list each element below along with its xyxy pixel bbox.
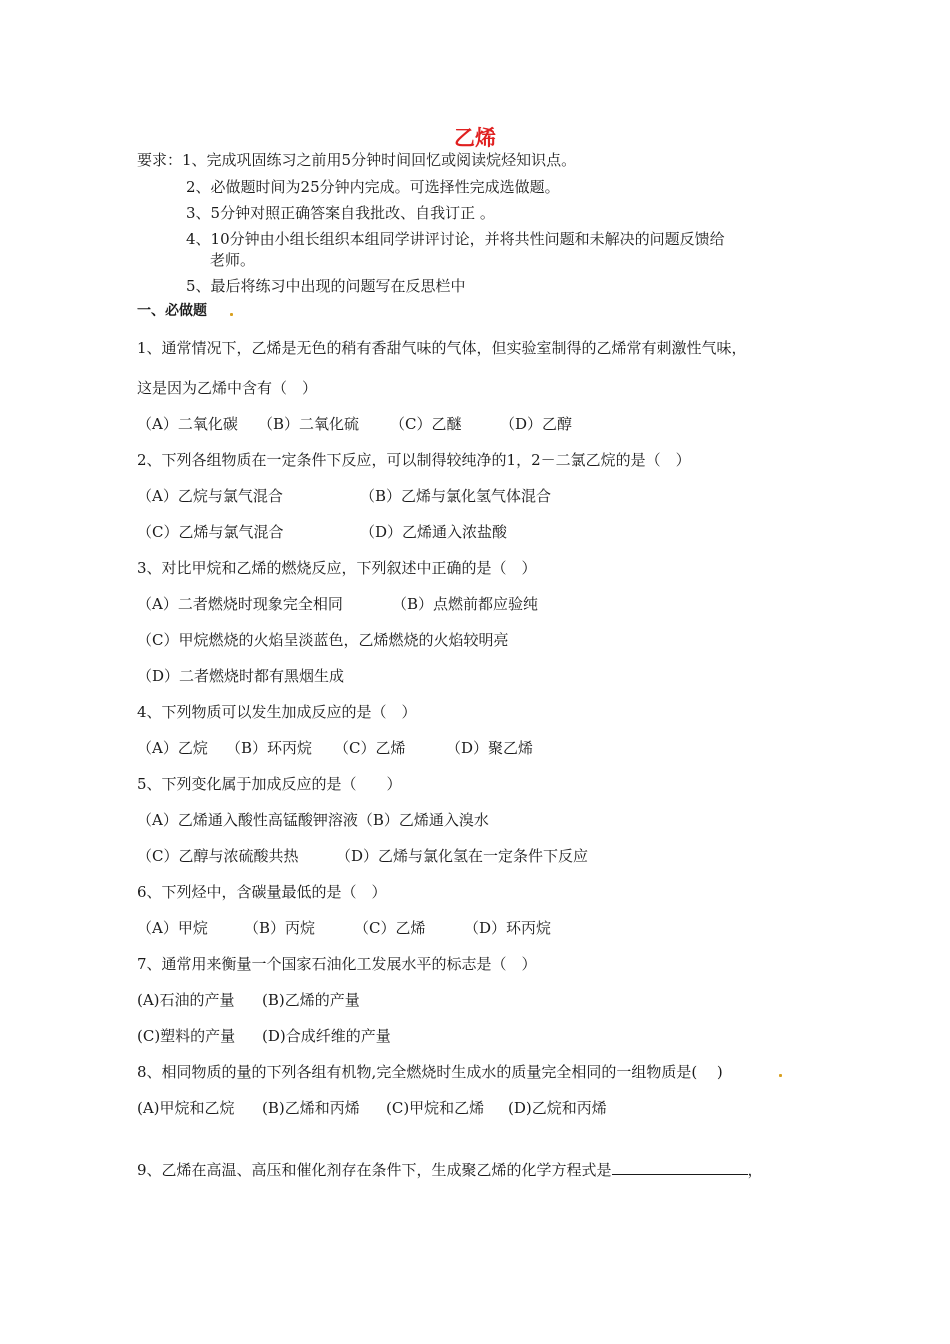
question-8-option-a: (A)甲烷和乙烷 <box>137 1099 235 1117</box>
question-4-option-a: （A）乙烷 <box>137 739 208 757</box>
question-2-stem: 2、下列各组物质在一定条件下反应，可以制得较纯净的1，2－二氯乙烷的是（ ） <box>137 451 691 469</box>
page-title: 乙烯 <box>454 126 496 150</box>
question-7-option-c: (C)塑料的产量 <box>137 1027 236 1045</box>
question-7-option-a: (A)石油的产量 <box>137 991 235 1009</box>
question-1-option-c: （C）乙醚 <box>390 415 462 433</box>
question-9-stem <box>137 1160 763 1180</box>
question-8-option-d: (D)乙烷和丙烯 <box>508 1099 607 1117</box>
requirement-2: 2、必做题时间为25分钟内完成。可选择性完成选做题。 <box>186 178 560 196</box>
requirement-4-cont: 老师。 <box>210 251 256 269</box>
question-5-option-ab: （A）乙烯通入酸性高锰酸钾溶液（B）乙烯通入溴水 <box>137 811 489 829</box>
question-6-option-d: （D）环丙烷 <box>464 919 552 937</box>
question-3-option-a: （A）二者燃烧时现象完全相同 <box>137 595 343 613</box>
answer-blank[interactable] <box>612 1160 748 1175</box>
question-7-option-d: (D)合成纤维的产量 <box>262 1027 391 1045</box>
question-1-stem: 1、通常情况下，乙烯是无色的稍有香甜气味的气体，但实验室制得的乙烯常有刺激性气味， <box>137 339 747 357</box>
question-6-option-c: （C）乙烯 <box>354 919 426 937</box>
question-4-stem: 4、下列物质可以发生加成反应的是（ ） <box>137 703 417 721</box>
question-5-option-d: （D）乙烯与氯化氢在一定条件下反应 <box>336 847 589 865</box>
question-2-option-b: （B）乙烯与氯化氢气体混合 <box>360 487 552 505</box>
question-3-option-d: （D）二者燃烧时都有黑烟生成 <box>137 667 345 685</box>
stray-mark <box>230 313 233 316</box>
question-3-stem: 3、对比甲烷和乙烯的燃烧反应，下列叙述中正确的是（ ） <box>137 559 537 577</box>
question-6-stem: 6、下列烃中，含碳量最低的是（ ） <box>137 883 387 901</box>
question-9-text: 9、乙烯在高温、高压和催化剂存在条件下，生成聚乙烯的化学方程式是 <box>137 1161 612 1179</box>
question-2-option-d: （D）乙烯通入浓盐酸 <box>360 523 508 541</box>
question-2-option-a: （A）乙烷与氯气混合 <box>137 487 283 505</box>
stray-mark <box>779 1074 782 1077</box>
question-1-option-b: （B）二氧化硫 <box>258 415 360 433</box>
question-4-option-c: （C）乙烯 <box>334 739 406 757</box>
requirement-1: 要求：1、完成巩固练习之前用5分钟时间回忆或阅读烷烃知识点。 <box>137 151 577 169</box>
question-5-stem: 5、下列变化属于加成反应的是（ ） <box>137 775 402 793</box>
question-3-option-c: （C）甲烷燃烧的火焰呈淡蓝色，乙烯燃烧的火焰较明亮 <box>137 631 509 649</box>
question-2-option-c: （C）乙烯与氯气混合 <box>137 523 284 541</box>
question-4-option-d: （D）聚乙烯 <box>446 739 534 757</box>
question-6-option-a: （A）甲烷 <box>137 919 208 937</box>
question-1-option-d: （D）乙醇 <box>500 415 573 433</box>
requirement-3: 3、5分钟对照正确答案自我批改、自我订正 。 <box>186 204 495 222</box>
question-7-stem: 7、通常用来衡量一个国家石油化工发展水平的标志是（ ） <box>137 955 537 973</box>
question-5-option-c: （C）乙醇与浓硫酸共热 <box>137 847 299 865</box>
question-6-option-b: （B）丙烷 <box>244 919 316 937</box>
question-8-option-c: (C)甲烷和乙烯 <box>386 1099 485 1117</box>
section-heading: 一、必做题 <box>137 303 207 319</box>
question-4-option-b: （B）环丙烷 <box>226 739 313 757</box>
question-1-option-a: （A）二氧化碳 <box>137 415 238 433</box>
question-7-option-b: (B)乙烯的产量 <box>262 991 360 1009</box>
question-1-stem-cont: 这是因为乙烯中含有（ ） <box>137 379 318 397</box>
question-3-option-b: （B）点燃前都应验纯 <box>392 595 539 613</box>
requirement-4: 4、10分钟由小组长组织本组同学讲评讨论，并将共性问题和未解决的问题反馈给 <box>186 230 725 248</box>
question-9-tail: ， <box>747 1161 763 1179</box>
question-8-stem: 8、相同物质的量的下列各组有机物,完全燃烧时生成水的质量完全相同的一组物质是( ) <box>137 1063 723 1081</box>
question-8-option-b: (B)乙烯和丙烯 <box>262 1099 360 1117</box>
requirement-5: 5、最后将练习中出现的问题写在反思栏中 <box>186 277 466 295</box>
